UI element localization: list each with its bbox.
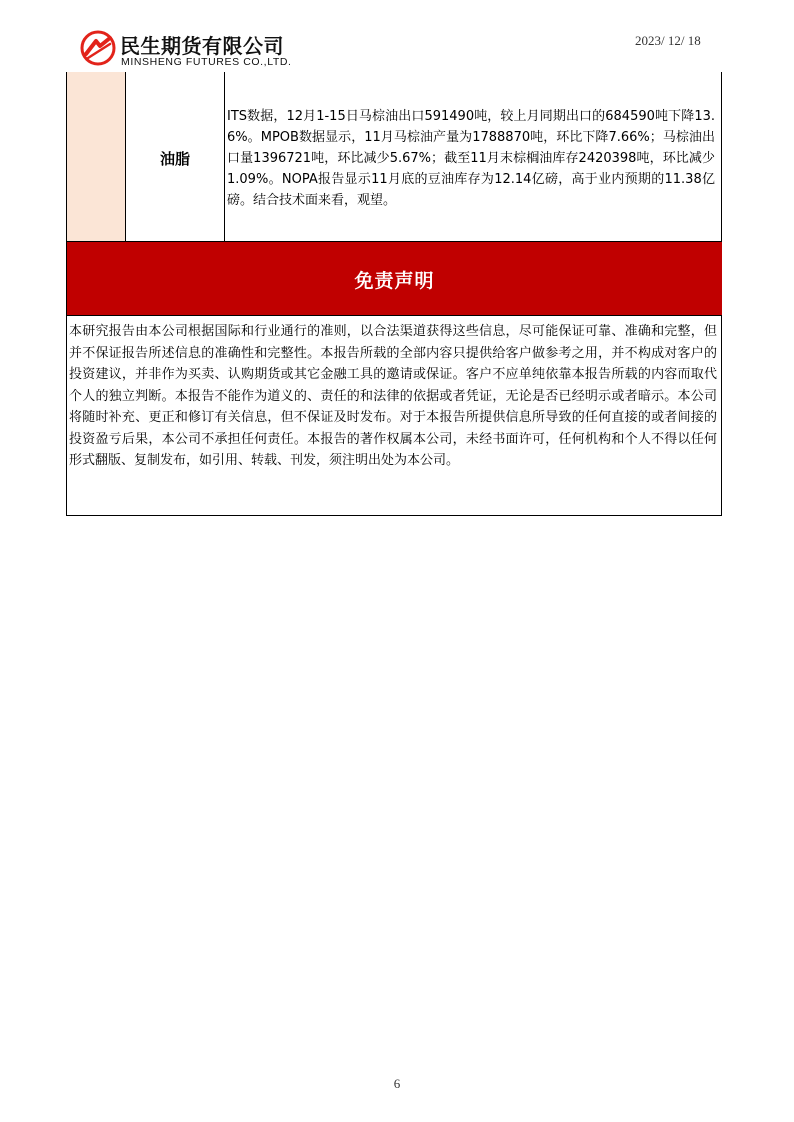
disclaimer-text: 本研究报告由本公司根据国际和行业通行的准则，以合法渠道获得这些信息，尽可能保证可靠、准确和完整，但并不保证报告所述信息的准确性和完整性。本报告所载的全部内容只提供给客户做参考之用，并不构成对客户的投资建议，并非作为买卖、认购期货或其它金融工具的邀请或保证。客户不应单纯依靠本报告所载的内容而取代个人的独立判断。本报告不能作为道义的、责任的和法律的依据或者凭证，无论是否已经明示或者暗示。本公司将随时补充、更正和修订有关信息，但不保证及时发布。对于本报告所提供信息所导致的任何直接的或者间接的投资盈亏后果，本公司不承担任何责任。本报告的著作权属本公司，未经书面许可，任何机构和个人不得以任何形式翻版、复制发布，如引用、转载、刊发，须注明出处为本公司。: [69, 324, 717, 468]
category-cell: [126, 72, 225, 241]
table-row: [67, 72, 722, 242]
report-date: 2023/ 12/ 18: [635, 33, 701, 48]
company-name-en: MINSHENG FUTURES CO.,LTD.: [121, 56, 292, 68]
content-cell: [225, 72, 722, 241]
company-name-cn: 民生期货有限公司: [120, 34, 284, 58]
page-header: [0, 0, 794, 72]
oil-commentary: ITS数据，12月1-15日马棕油出口591490吨，较上月同期出口的684590吨下降13.6%。MPOB数据显示，11月马棕油产量为1788870吨，环比下降7.66%；马棕油出口量1396721吨，环比减少5.67%；截至11月末棕榈油库存2420398吨，环比减少1.09%。NOPA报告显示11月底的豆油库存为12.14亿磅，高于业内预期的11.38亿磅。结合技术面来看，观望。: [227, 109, 715, 208]
page-number: 6: [393, 1076, 401, 1091]
disclaimer-banner: [67, 242, 722, 316]
disclaimer-title: 免责声明: [354, 270, 435, 292]
category-label: 油脂: [159, 150, 190, 168]
category-color-cell: [67, 72, 126, 241]
minsheng-logo-icon: [80, 30, 116, 66]
report-table: [66, 72, 722, 516]
